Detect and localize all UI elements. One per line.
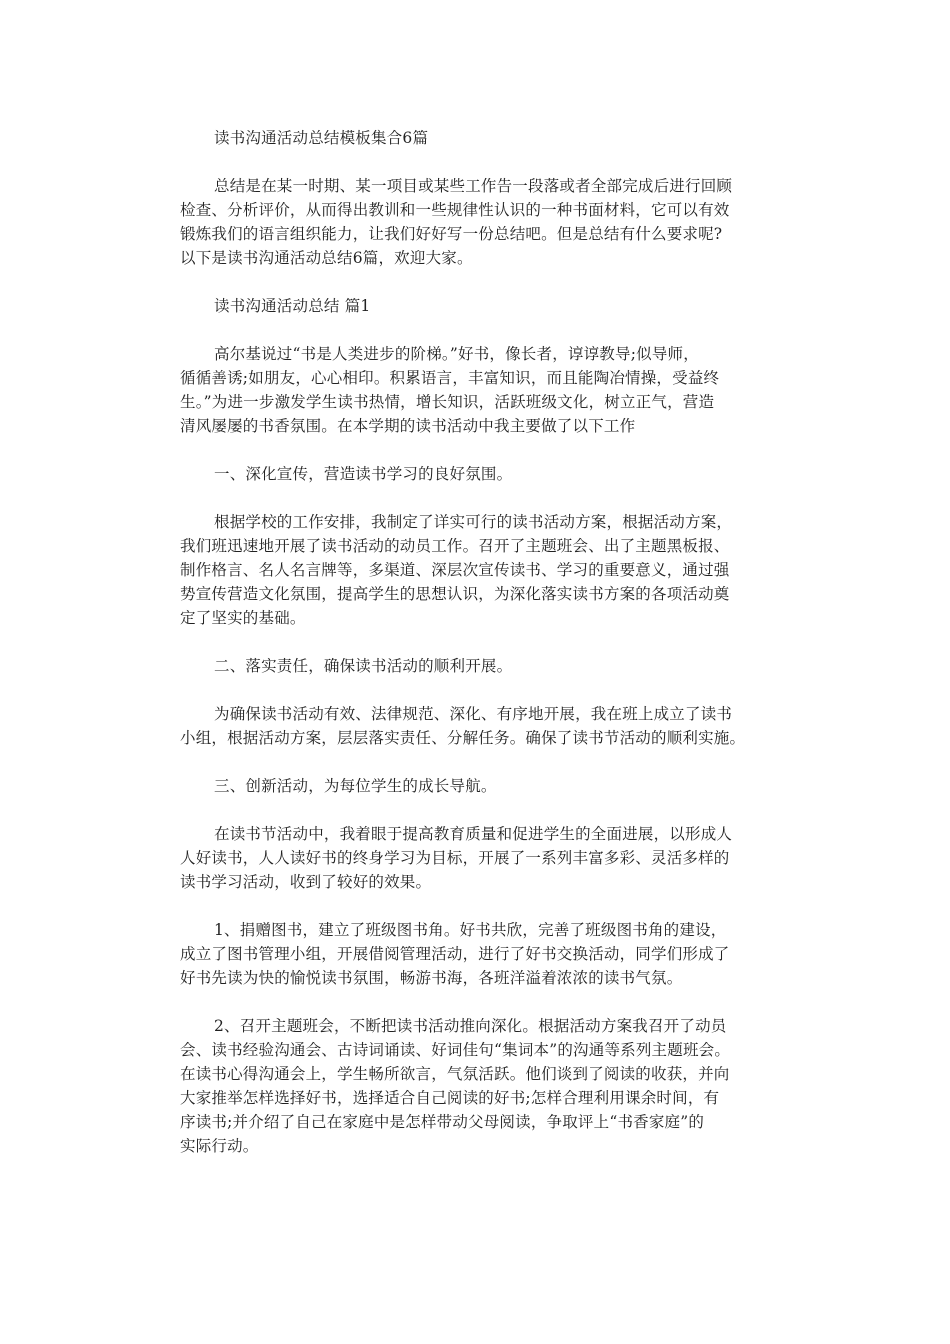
paragraph-line: 高尔基说过“书是人类进步的阶梯。”好书，像长者，谆谆教导;似导师，: [214, 345, 699, 363]
paragraph-line: 定了坚实的基础。: [180, 609, 306, 627]
paragraph-class-meeting: [180, 1014, 780, 1158]
paragraph-line: 制作格言、名人名言牌等，多渠道、深层次宣传读书、学习的重要意义，通过强: [180, 561, 730, 579]
spacer: [180, 318, 780, 342]
paragraph-line: 为确保读书活动有效、法律规范、深化、有序地开展，我在班上成立了读书: [214, 705, 733, 723]
paragraph-line: 根据学校的工作安排，我制定了详实可行的读书活动方案，根据活动方案，: [214, 513, 733, 531]
spacer: [180, 486, 780, 510]
paragraph-line: 我们班迅速地开展了读书活动的动员工作。召开了主题班会、出了主题黑板报、: [180, 537, 730, 555]
paragraph-book-corner: [180, 918, 780, 990]
point-heading-2: 二、落实责任，确保读书活动的顺利开展。: [214, 657, 513, 675]
document-content: [180, 126, 780, 1158]
paragraph-line: 序读书;并介绍了自己在家庭中是怎样带动父母阅读，争取评上“书香家庭”的: [180, 1113, 705, 1131]
paragraph-plan: [180, 510, 780, 630]
paragraph-line: 生。”为进一步激发学生读书热情，增长知识，活跃班级文化，树立正气，营造: [180, 393, 715, 411]
spacer: [180, 678, 780, 702]
paragraph-line: 成立了图书管理小组，开展借阅管理活动，进行了好书交换活动，同学们形成了: [180, 945, 730, 963]
paragraph-line: 会、读书经验沟通会、古诗词诵读、好词佳句“集词本”的沟通等系列主题班会。: [180, 1041, 731, 1059]
paragraph-line: 清风屡屡的书香氛围。在本学期的读书活动中我主要做了以下工作: [180, 417, 636, 435]
paragraph-line: 势宣传营造文化氛围，提高学生的思想认识，为深化落实读书方案的各项活动奠: [180, 585, 730, 603]
paragraph-line: 以下是读书沟通活动总结6篇，欢迎大家。: [180, 249, 473, 267]
paragraph-line: 总结是在某一时期、某一项目或某些工作告一段落或者全部完成后进行回顾: [214, 177, 733, 195]
spacer: [180, 990, 780, 1014]
paragraph-line: 1、捐赠图书，建立了班级图书角。好书共欣，完善了班级图书角的建设，: [214, 921, 727, 939]
spacer: [180, 750, 780, 774]
document-title: 读书沟通活动总结模板集合6篇: [214, 129, 429, 147]
paragraph-line: 人好读书，人人读好书的终身学习为目标，开展了一系列丰富多彩、灵活多样的: [180, 849, 730, 867]
spacer: [180, 150, 780, 174]
paragraph-line: 在读书节活动中，我着眼于提高教育质量和促进学生的全面进展，以形成人: [214, 825, 733, 843]
spacer: [180, 894, 780, 918]
spacer: [180, 630, 780, 654]
paragraph-line: 2、召开主题班会，不断把读书活动推向深化。根据活动方案我召开了动员: [214, 1017, 727, 1035]
paragraph-line: 实际行动。: [180, 1137, 259, 1155]
spacer: [180, 270, 780, 294]
point-heading-3: 三、创新活动，为每位学生的成长导航。: [214, 777, 497, 795]
paragraph-responsibility: [180, 702, 780, 750]
paragraph-line: 大家推举怎样选择好书，选择适合自己阅读的好书;怎样合理利用课余时间，有: [180, 1089, 720, 1107]
paragraph-reading-festival: [180, 822, 780, 894]
spacer: [180, 438, 780, 462]
paragraph-line: 检查、分析评价，从而得出教训和一些规律性认识的一种书面材料，它可以有效: [180, 201, 730, 219]
paragraph-line: 读书学习活动，收到了较好的效果。: [180, 873, 432, 891]
section-heading: 读书沟通活动总结 篇1: [214, 297, 371, 315]
paragraph-line: 好书先读为快的愉悦读书氛围，畅游书海，各班洋溢着浓浓的读书气氛。: [180, 969, 683, 987]
paragraph-line: 循循善诱;如朋友，心心相印。积累语言，丰富知识，而且能陶冶情操，受益终: [180, 369, 720, 387]
paragraph-gorky-quote: [180, 342, 780, 438]
spacer: [180, 798, 780, 822]
intro-paragraph: [180, 174, 780, 270]
paragraph-line: 在读书心得沟通会上，学生畅所欲言，气氛活跃。他们谈到了阅读的收获，并向: [180, 1065, 730, 1083]
paragraph-line: 锻炼我们的语言组织能力，让我们好好写一份总结吧。但是总结有什么要求呢?: [180, 225, 723, 243]
point-heading-1: 一、深化宣传，营造读书学习的良好氛围。: [214, 465, 513, 483]
paragraph-line: 小组，根据活动方案，层层落实责任、分解任务。确保了读书节活动的顺利实施。: [180, 729, 746, 747]
